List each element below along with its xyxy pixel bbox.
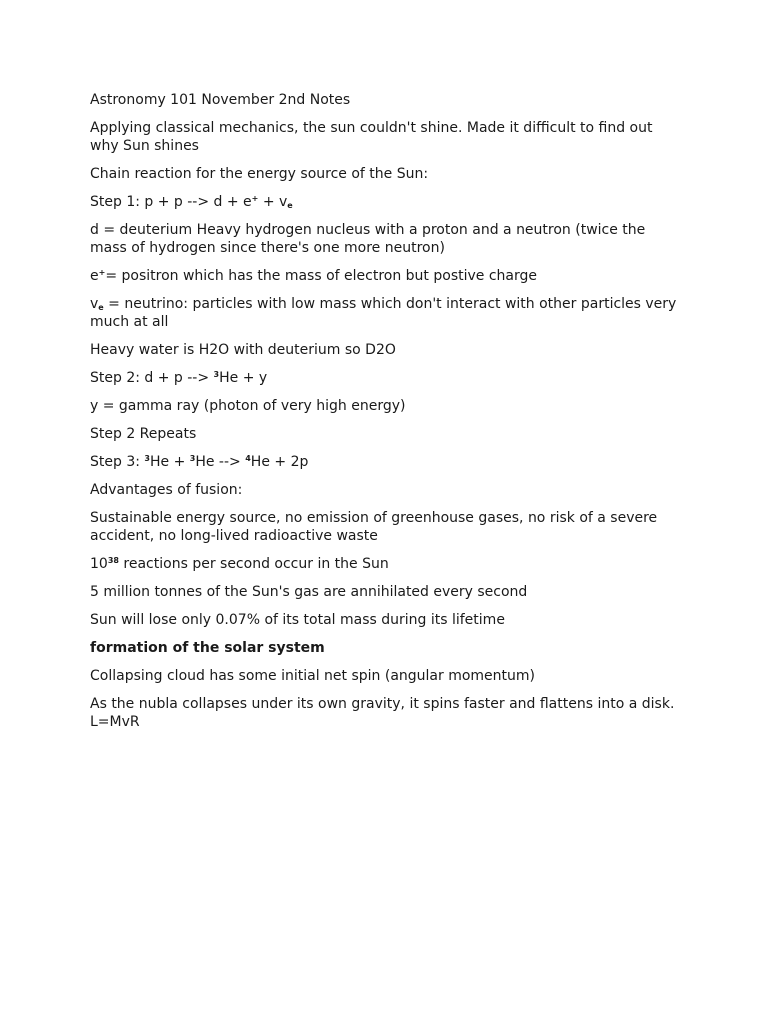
- neutrino-definition: = neutrino: particles with low mass which don't interact with other particles very much at all: [90, 296, 677, 330]
- paragraph-chain-reaction: Chain reaction for the energy source of the Sun:: [90, 166, 429, 182]
- reactions-base: 10: [90, 556, 108, 572]
- step-3-text-mid-1: He +: [149, 454, 190, 470]
- paragraph-step-2-repeats: Step 2 Repeats: [90, 426, 197, 442]
- paragraph-mass-loss: Sun will lose only 0.07% of its total mass during its lifetime: [90, 612, 505, 628]
- paragraph-sustainable: Sustainable energy source, no emission of greenhouse gases, no risk of a severe accident, no long-lived radioactive waste: [90, 510, 658, 544]
- neutrino-symbol: v: [90, 296, 99, 312]
- step-3-text-mid-2: He -->: [195, 454, 246, 470]
- helium-3-superscript-b: 3: [189, 454, 196, 463]
- paragraph-intro: Applying classical mechanics, the sun couldn't shine. Made it difficult to find out why Sun shines: [90, 120, 653, 154]
- paragraph-nebula: [90, 695, 680, 731]
- paragraph-tonnes: 5 million tonnes of the Sun's gas are annihilated every second: [90, 584, 528, 600]
- step-2-text-post: He + y: [219, 370, 268, 386]
- step-3-text-post: He + 2p: [250, 454, 309, 470]
- step-2-text: Step 2: d + p -->: [90, 370, 214, 386]
- helium-3-superscript: 3: [213, 370, 220, 379]
- step-3-text: Step 3:: [90, 454, 145, 470]
- reactions-text: reactions per second occur in the Sun: [118, 556, 389, 572]
- paragraph-neutrino: [90, 295, 680, 331]
- paragraph-positron: [90, 267, 680, 285]
- paragraph-deuterium: d = deuterium Heavy hydrogen nucleus with a proton and a neutron (twice the mass of hydrogen since there's one more neutron): [90, 222, 646, 256]
- paragraph-heavy-water: Heavy water is H2O with deuterium so D2O: [90, 342, 396, 358]
- angular-momentum-formula: L=MvR: [90, 714, 140, 730]
- helium-3-superscript-a: 3: [144, 454, 150, 463]
- positron-charge-superscript: +: [251, 194, 259, 203]
- paragraph-reactions-per-second: [90, 555, 680, 573]
- notes-body: [90, 91, 680, 741]
- neutrino-symbol-subscript: e: [98, 303, 104, 312]
- helium-4-superscript: 4: [245, 454, 251, 463]
- neutrino-subscript: e: [287, 201, 293, 210]
- notes-title: Astronomy 101 November 2nd Notes: [90, 92, 351, 108]
- paragraph-gamma-ray: y = gamma ray (photon of very high energy): [90, 398, 406, 414]
- paragraph-collapsing-cloud: Collapsing cloud has some initial net spin (angular momentum): [90, 668, 536, 684]
- reactions-exponent: 38: [107, 556, 119, 565]
- step-1-text-mid: + v: [258, 194, 288, 210]
- positron-superscript: +: [98, 268, 106, 277]
- step-1-text: Step 1: p + p --> d + e: [90, 194, 252, 210]
- nebula-text: As the nubla collapses under its own gravity, it spins faster and flattens into a disk.: [90, 696, 675, 712]
- paragraph-advantages: Advantages of fusion:: [90, 482, 243, 498]
- heading-formation: formation of the solar system: [90, 640, 325, 656]
- step-1-equation: [90, 193, 680, 211]
- positron-definition: = positron which has the mass of electron but postive charge: [105, 268, 537, 284]
- positron-symbol: e: [90, 268, 99, 284]
- step-2-equation: [90, 369, 680, 387]
- step-3-equation: [90, 453, 680, 471]
